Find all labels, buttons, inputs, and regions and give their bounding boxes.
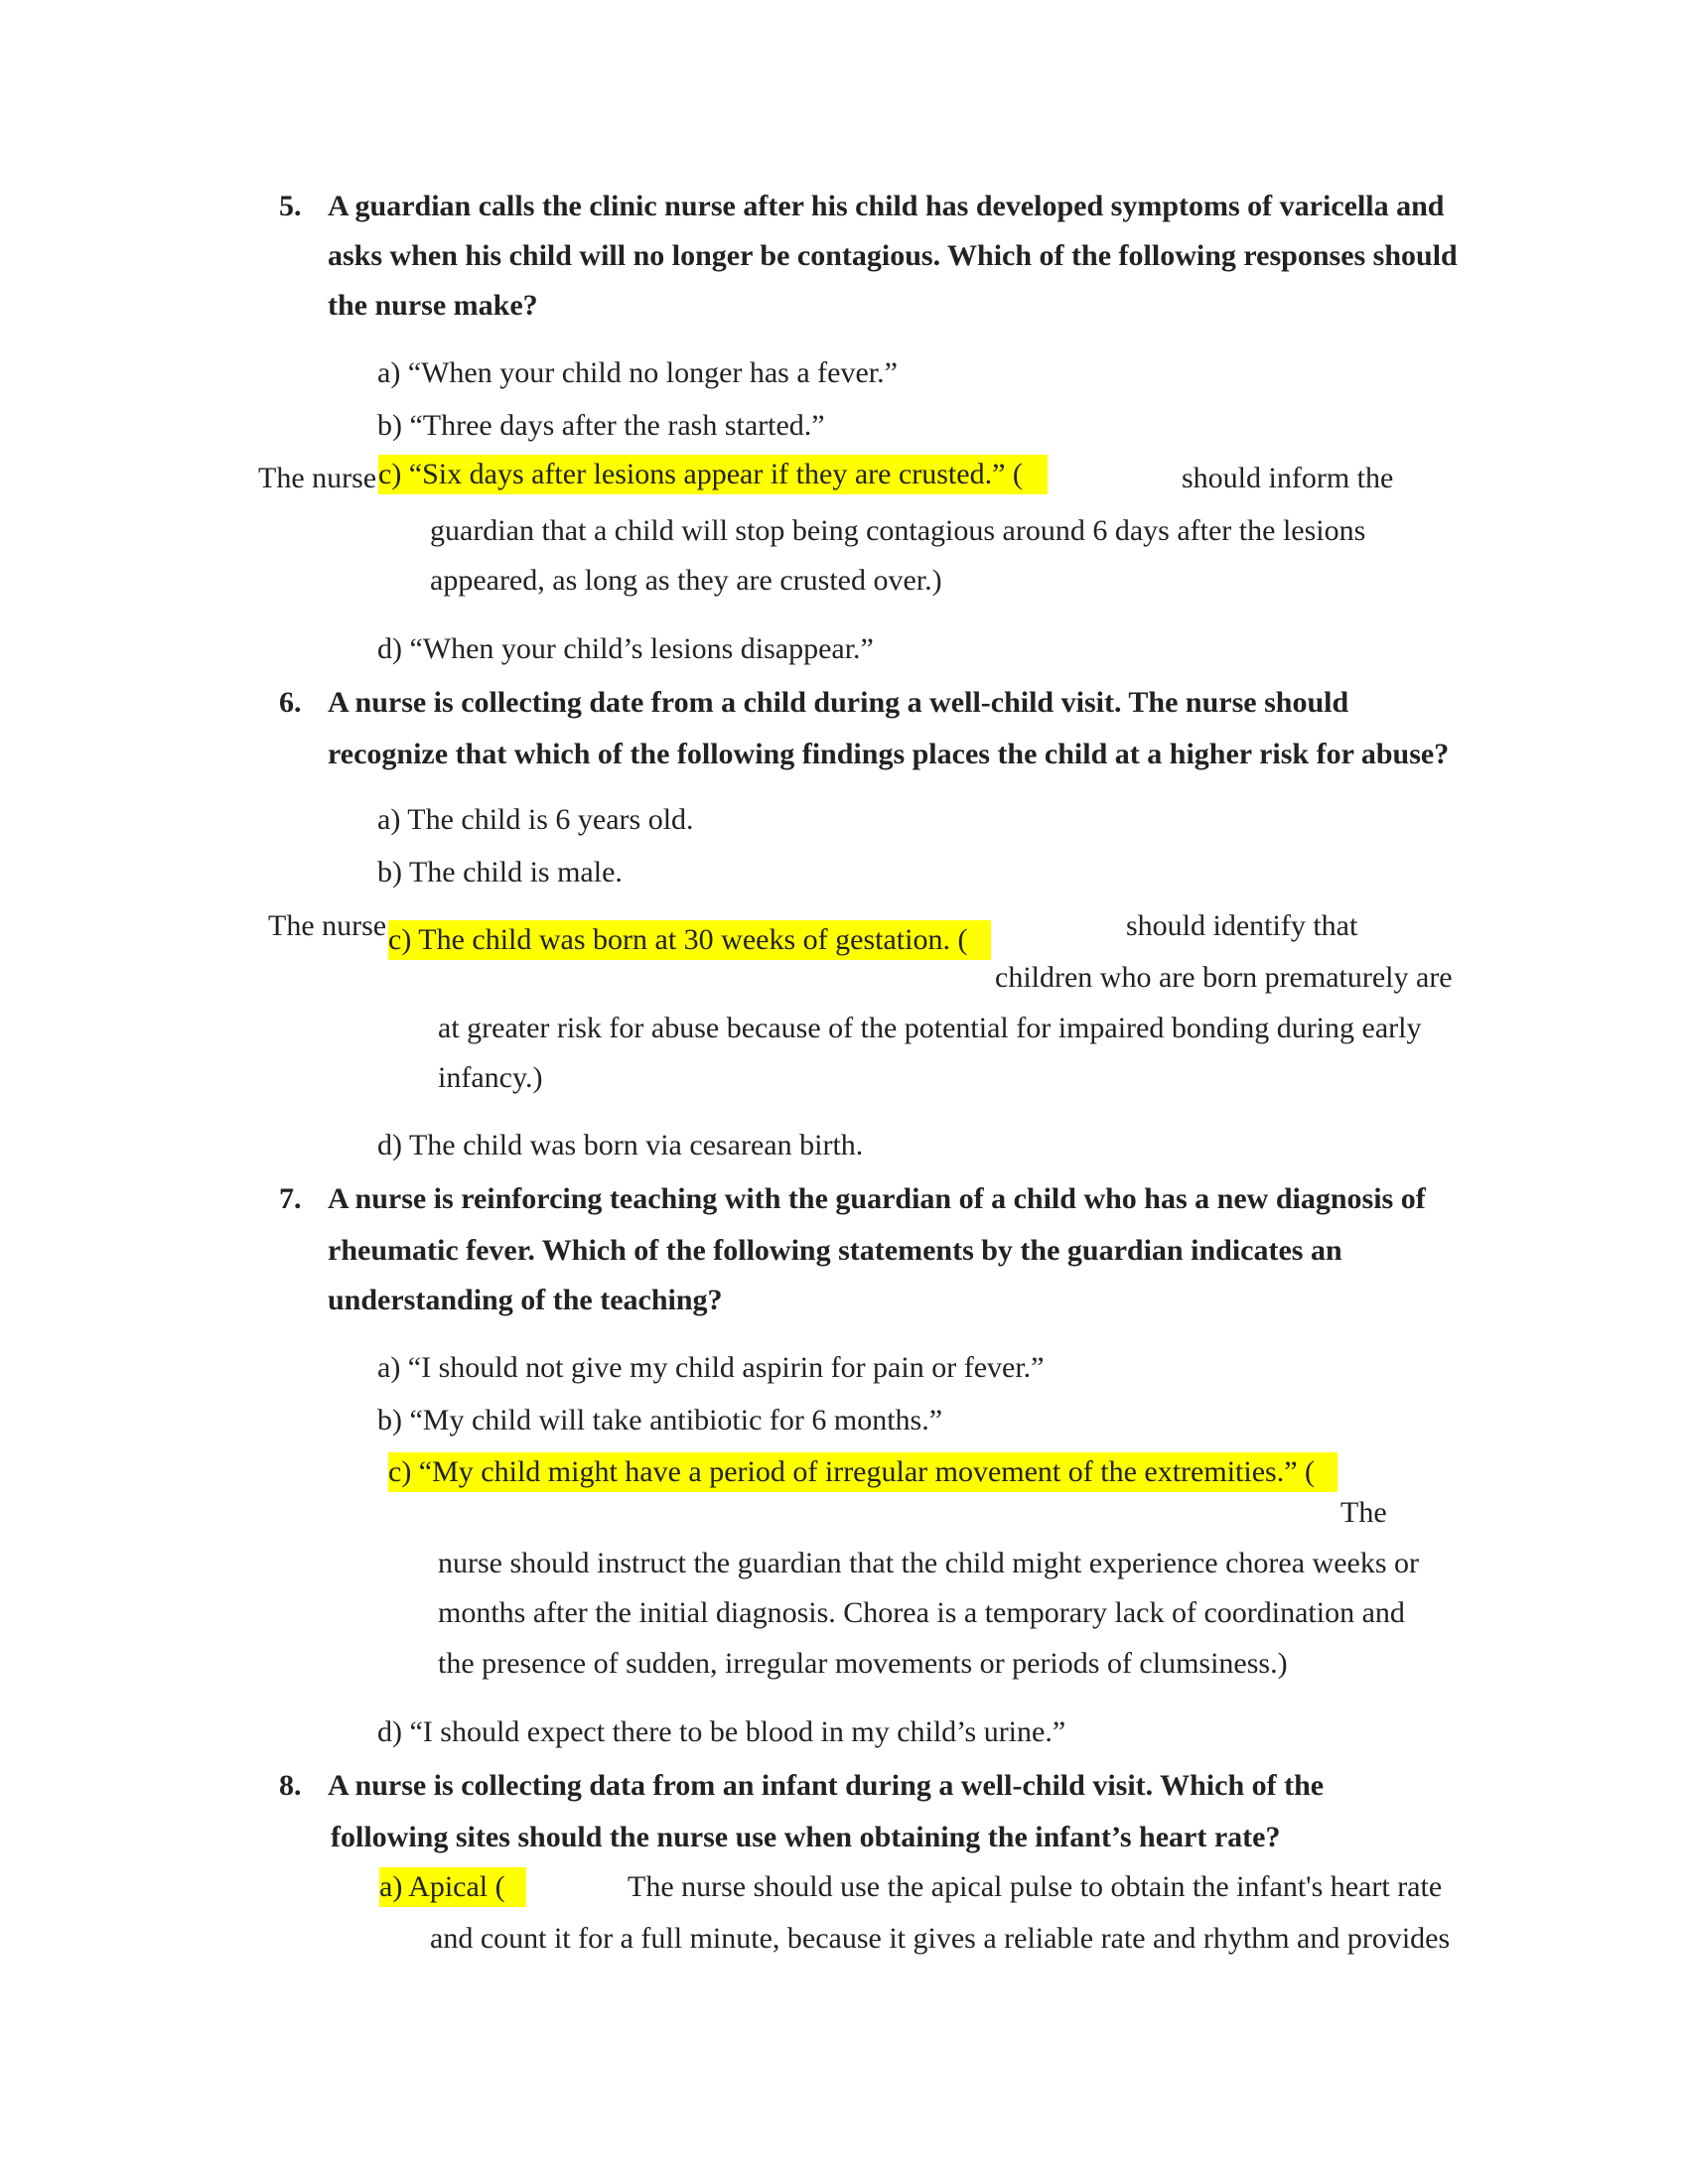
question-stem-line: A guardian calls the clinic nurse after his child has developed symptoms of varicella and	[328, 190, 1445, 222]
question-number: 6.	[279, 686, 302, 719]
rationale-line: The nurse should use the apical pulse to obtain the infant's heart rate	[628, 1870, 1443, 1903]
question-number: 7.	[279, 1182, 302, 1215]
rationale-line: children who are born prematurely are	[995, 961, 1453, 994]
question-stem-line: understanding of the teaching?	[328, 1284, 723, 1316]
rationale-tail: should identify that	[1126, 909, 1358, 942]
option-a-correct-highlighted: a) Apical (	[379, 1867, 526, 1907]
option-c-correct-highlighted: c) “Six days after lesions appear if they are crusted.” (	[378, 455, 1048, 494]
option-b: b) “Three days after the rash started.”	[377, 409, 825, 442]
option-d: d) The child was born via cesarean birth.	[377, 1129, 864, 1161]
question-stem-line: A nurse is collecting data from an infant during a well-child visit. Which of the	[328, 1769, 1325, 1802]
rationale-line: nurse should instruct the guardian that the child might experience chorea weeks or	[438, 1547, 1420, 1579]
question-stem-line: A nurse is reinforcing teaching with the guardian of a child who has a new diagnosis of	[328, 1182, 1426, 1215]
rationale-line: the presence of sudden, irregular movements or periods of clumsiness.)	[438, 1647, 1288, 1680]
question-stem-line: asks when his child will no longer be contagious. Which of the following responses should	[328, 239, 1458, 272]
rationale-line: guardian that a child will stop being contagious around 6 days after the lesions	[430, 514, 1366, 547]
rationale-prefix: The nurse	[258, 462, 377, 494]
question-stem-line: the nurse make?	[328, 289, 538, 322]
option-a: a) The child is 6 years old.	[377, 803, 694, 836]
question-stem-line: rheumatic fever. Which of the following statements by the guardian indicates an	[328, 1234, 1342, 1267]
option-d: d) “When your child’s lesions disappear.”	[377, 632, 874, 665]
rationale-tail: should inform the	[1182, 462, 1394, 494]
option-c-correct-highlighted: c) The child was born at 30 weeks of gestation. (	[388, 920, 991, 960]
question-stem-line: recognize that which of the following findings places the child at a higher risk for abuse?	[328, 738, 1450, 770]
question-stem-line: A nurse is collecting date from a child during a well-child visit. The nurse should	[328, 686, 1349, 719]
rationale-line: months after the initial diagnosis. Chorea is a temporary lack of coordination and	[438, 1596, 1405, 1629]
question-stem-line: following sites should the nurse use when obtaining the infant’s heart rate?	[331, 1821, 1281, 1853]
option-c-correct-highlighted: c) “My child might have a period of irregular movement of the extremities.” (	[388, 1452, 1337, 1492]
rationale-line: at greater risk for abuse because of the potential for impaired bonding during early	[438, 1012, 1422, 1044]
question-number: 5.	[279, 190, 302, 222]
rationale-prefix: The nurse	[268, 909, 387, 942]
option-d: d) “I should expect there to be blood in my child’s urine.”	[377, 1715, 1066, 1748]
option-b: b) “My child will take antibiotic for 6 months.”	[377, 1404, 943, 1436]
rationale-line: appeared, as long as they are crusted over.)	[430, 564, 942, 597]
rationale-tail: The	[1340, 1496, 1387, 1529]
option-b: b) The child is male.	[377, 856, 623, 888]
question-number: 8.	[279, 1769, 302, 1802]
option-a: a) “I should not give my child aspirin for pain or fever.”	[377, 1351, 1045, 1384]
rationale-line: infancy.)	[438, 1061, 543, 1094]
option-a: a) “When your child no longer has a fever.”	[377, 356, 898, 389]
rationale-line: and count it for a full minute, because it gives a reliable rate and rhythm and provides	[430, 1922, 1451, 1955]
